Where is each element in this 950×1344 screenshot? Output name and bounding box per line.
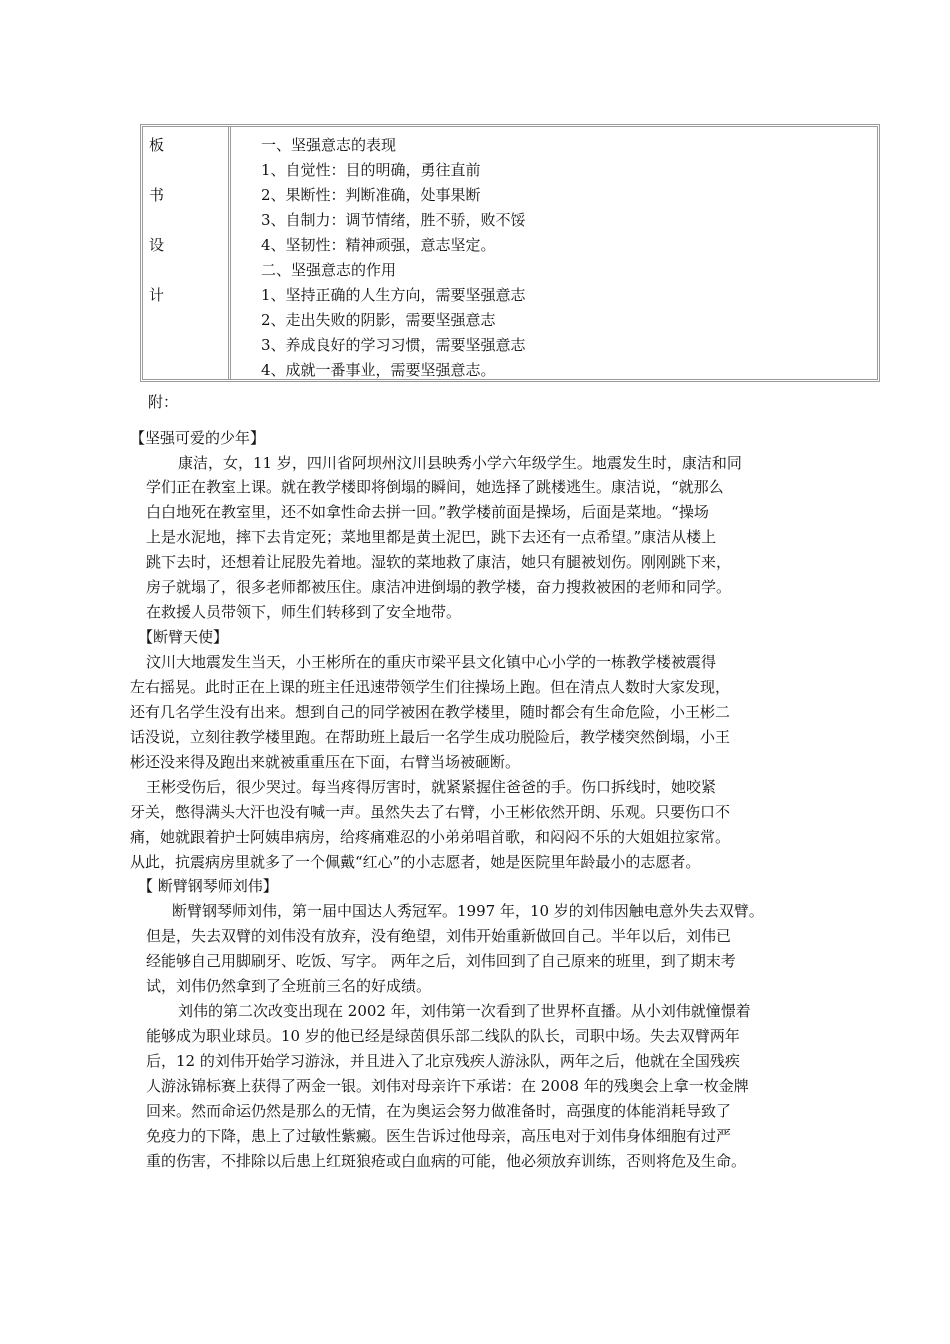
paragraph-line: 断臂钢琴师刘伟，第一届中国达人秀冠军。1997 年，10 岁的刘伟因触电意外失去双臂。 — [172, 902, 764, 920]
paragraph-line: 重的伤害，不排除以后患上红斑狼疮或白血病的可能，他必须放弃训练，否则将危及生命。 — [146, 1152, 747, 1170]
paragraph-line: 彬还没来得及跑出来就被重重压在下面，右臂当场被砸断。 — [130, 753, 521, 771]
paragraph-line: 从此，抗震病房里就多了一个佩戴“红心”的小志愿者，她是医院里年龄最小的志愿者。 — [130, 853, 701, 871]
paragraph-line: 话没说，立刻往教学楼里跑。在帮助班上最后一名学生成功脱险后，教学楼突然倒塌，小王 — [130, 728, 731, 746]
paragraph-line: 还有几名学生没有出来。想到自己的同学被困在教学楼里，随时都会有生命危险，小王彬二 — [130, 703, 731, 721]
board-item: 1、自觉性：目的明确，勇往直前 — [261, 161, 481, 179]
appendix-label: 附： — [148, 393, 179, 411]
paragraph-line: 房子就塌了，很多老师都被压住。康洁冲进倒塌的教学楼，奋力搜救被困的老师和同学。 — [146, 578, 732, 596]
board-item: 3、养成良好的学习习惯，需要坚强意志 — [261, 336, 526, 354]
paragraph-line: 在救援人员带领下，师生们转移到了安全地带。 — [146, 603, 462, 621]
paragraph-line: 刘伟的第二次改变出现在 2002 年，刘伟第一次看到了世界杯直播。从小刘伟就憧憬着 — [178, 1002, 751, 1020]
board-design-content — [261, 135, 526, 385]
paragraph-line: 后，12 的刘伟开始学习游泳，并且进入了北京残疾人游泳队，两年之后，他就在全国残疾 — [146, 1052, 740, 1070]
paragraph-line: 白白地死在教室里，还不如拿性命去拼一回。”教学楼前面是操场，后面是菜地。“操场 — [146, 503, 709, 521]
board-heading-1: 一、坚强意志的表现 — [261, 136, 397, 154]
board-label-char-3: 设 — [149, 236, 165, 254]
paragraph-line: 回来。然而命运仍然是那么的无情，在为奥运会努力做准备时，高强度的体能消耗导致了 — [146, 1102, 732, 1120]
section-title: 【 断臂钢琴师刘伟】 — [138, 877, 278, 895]
paragraph-line: 王彬受伤后，很少哭过。每当疼得厉害时，就紧紧握住爸爸的手。伤口拆线时，她咬紧 — [146, 778, 717, 796]
paragraph-line: 跳下去时，还想着让屁股先着地。湿软的菜地救了康洁，她只有腿被划伤。刚刚跳下来， — [146, 553, 732, 571]
paragraph-line: 经能够自己用脚刷牙、吃饭、写字。 两年之后，刘伟回到了自己原来的班里，到了期末考 — [146, 952, 736, 970]
board-item: 3、自制力：调节情绪，胜不骄，败不馁 — [261, 211, 526, 229]
section-title: 【断臂天使】 — [138, 628, 229, 646]
paragraph-line: 康洁，女，11 岁，四川省阿坝州汶川县映秀小学六年级学生。地震发生时，康洁和同 — [178, 454, 742, 472]
board-item: 4、坚韧性：精神顽强，意志坚定。 — [261, 236, 496, 254]
board-item: 4、成就一番事业，需要坚强意志。 — [261, 361, 496, 379]
paragraph-line: 但是，失去双臂的刘伟没有放弃，没有绝望，刘伟开始重新做回自己。半年以后，刘伟已 — [146, 927, 732, 945]
board-design-label-cell — [143, 127, 231, 379]
paragraph-line: 上是水泥地，摔下去肯定死；菜地里都是黄土泥巴，跳下去还有一点希望。”康洁从楼上 — [146, 528, 717, 546]
paragraph-line: 能够成为职业球员。10 岁的他已经是绿茵俱乐部二线队的队长，司职中场。失去双臂两年 — [146, 1027, 740, 1045]
board-label-char-1: 板 — [149, 136, 165, 154]
paragraph-line: 人游泳锦标赛上获得了两金一银。刘伟对母亲许下承诺：在 2008 年的残奥会上拿一枚金牌 — [146, 1077, 749, 1095]
board-item: 2、果断性：判断准确，处事果断 — [261, 186, 481, 204]
paragraph-line: 痛，她就跟着护士阿姨串病房，给疼痛难忍的小弟弟唱首歌，和闷闷不乐的大姐姐拉家常。 — [130, 828, 731, 846]
paragraph-line: 免疫力的下降，患上了过敏性紫癜。医生告诉过他母亲，高压电对于刘伟身体细胞有过严 — [146, 1127, 732, 1145]
board-item: 2、走出失败的阴影，需要坚强意志 — [261, 311, 496, 329]
section-title: 【坚强可爱的少年】 — [130, 429, 266, 447]
paragraph-line: 牙关，憋得满头大汗也没有喊一声。虽然失去了右臂，小王彬依然开朗、乐观。只要伤口不 — [130, 803, 731, 821]
paragraph-line: 汶川大地震发生当天，小王彬所在的重庆市梁平县文化镇中心小学的一栋教学楼被震得 — [146, 653, 717, 671]
paragraph-line: 学们正在教室上课。就在教学楼即将倒塌的瞬间，她选择了跳楼逃生。康洁说，“就那么 — [146, 478, 724, 496]
board-label-char-4: 计 — [149, 286, 165, 304]
board-heading-2: 二、坚强意志的作用 — [261, 261, 397, 279]
paragraph-line: 左右摇晃。此时正在上课的班主任迅速带领学生们往操场上跑。但在清点人数时大家发现， — [130, 678, 731, 696]
board-label-char-2: 书 — [149, 186, 165, 204]
paragraph-line: 试，刘伟仍然拿到了全班前三名的好成绩。 — [146, 977, 432, 995]
board-item: 1、坚持正确的人生方向，需要坚强意志 — [261, 286, 526, 304]
board-design-table — [140, 124, 880, 382]
